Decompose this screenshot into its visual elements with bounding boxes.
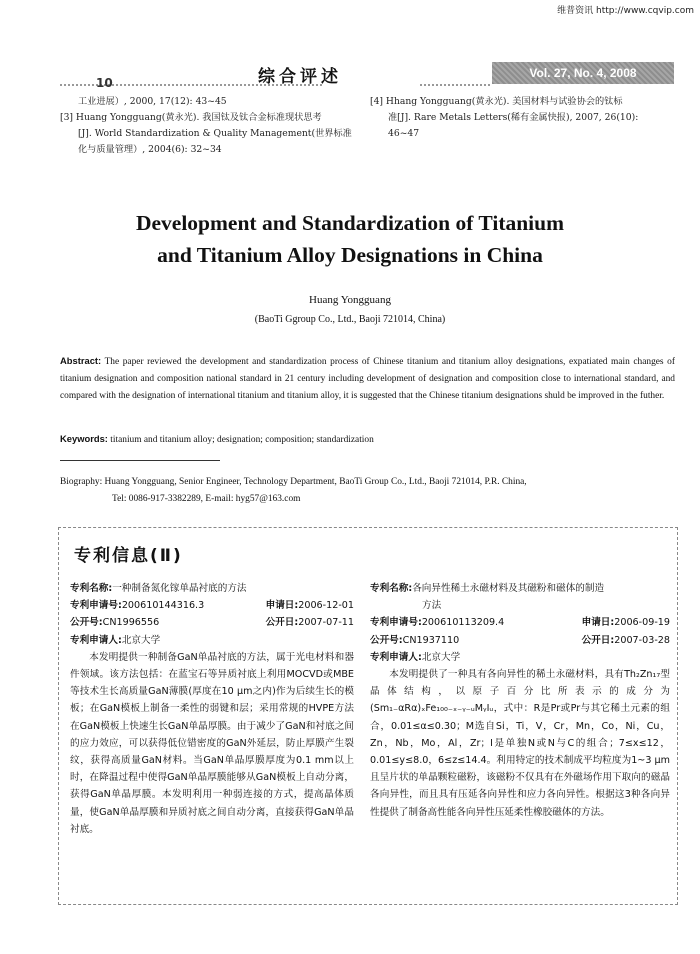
pub-date-label: 公开日: [265,617,299,629]
article-title [60,207,640,271]
biography-line-1: Biography: Huang Yongguang, Senior Engineer, Technology Department, BaoTi Group Co., Ltd., Baoji 721014, P.R. China, [60,477,527,487]
pub-no: CN1996556 [102,617,160,629]
applicant-label: 专利申请人: [70,634,122,646]
page-number: 10 [96,76,113,90]
header-dotted-rule-right [420,84,490,86]
keywords [60,433,675,445]
patent-name: 各向异性稀土永磁材料及其磁粉和磁体的制造 [412,583,605,594]
abstract [60,352,675,405]
patent-applicant-row [70,632,354,649]
applicant: 北京大学 [121,634,161,646]
app-no-label: 专利申请号: [370,617,422,629]
watermark: 维普资讯 http://www.cqvip.com [557,6,694,16]
abstract-label: Abstract: [60,355,102,366]
app-no: 200610144316.3 [121,600,205,612]
keywords-text: titanium and titanium alloy; designation; composition; standardization [110,435,374,445]
reference-line: 46~47 [388,128,420,139]
pub-no-label: 公开号: [370,634,403,646]
biography-line-2: Tel: 0086-917-3382289, E-mail: hyg57@163.com [112,494,301,504]
patent-app-row [370,614,670,631]
affiliation: (BaoTi Ggroup Co., Ltd., Baoji 721014, China) [254,314,446,325]
reference-line: 工业进展）, 2000, 17(12): 43~45 [78,96,227,107]
patent-right-column [370,580,670,821]
author: Huang Yongguang [309,294,391,306]
biography [60,474,675,508]
reference-line: [3] Huang Yongguang(黄永光). 我国钛及钛合金标准现状思考 [60,112,322,123]
keywords-label: Keywords: [60,433,108,444]
references-right [370,94,675,142]
patent-left-column [70,580,354,838]
patent-pub-row [370,632,670,649]
pub-no: CN1937110 [402,634,460,646]
app-date-label: 申请日: [581,617,615,629]
patent-name: 一种制备氮化镓单晶衬底的方法 [112,583,247,594]
abstract-text: The paper reviewed the development and standardization process of Chinese titanium and titanium alloy designations, expatiated main changes of titanium designation and composition national standard in 21 century including development of designation and composition close to international standard, and compared with the designation of international titanium and titanium alloy, it is suggested that the Chinese titanium designations shuld be improved in the futher. [60,357,675,401]
patent-applicant-row [370,649,670,666]
pub-date: 2007-07-11 [298,617,354,629]
reference-line: 准[J]. Rare Metals Letters(稀有金属快报), 2007, 26(10): [388,112,639,123]
patent-name-row [370,580,670,597]
reference-line: [4] Hhang Yongguang(黄永光). 美国材料与试验协会的钛标 [370,96,623,107]
patent-body: 本发明提供了一种具有各向异性的稀土永磁材料，具有Th₂Zn₁₇型晶体结构，以原子百分比所表示的成分为(Sm₁₋αRα)ₓFe₁₀₀₋ₓ₋ᵧ₋ᵤMᵧIᵤ，式中：R是Pr或Pr与其它稀土元素的组合，0.01≤α≤0.30；M选自Si，Ti，V，Cr，Mn，Co，Ni，Cu，Zn，Nb，Mo，Al，Zr；I是单独N或N与C的组合；7≤x≤12，0.01≤y≤8.0，6≤z≤14.4。利用特定的技术制成平均粒度为1~3 μm且呈片状的单晶颗粒磁粉，该磁粉不仅具有在外磁场作用下取向的磁晶各向异性，而且具有压延各向异性和应力各向异性。根据这3种各向异性提供了制备高性能各向异性压延柔性橡胶磁体的方法。 [370,669,670,818]
app-date: 2006-09-19 [614,617,670,629]
app-no: 200610113209.4 [421,617,505,629]
applicant-label: 专利申请人: [370,651,422,663]
patent-name-cont: 方法 [422,600,442,612]
patent-section-title: 专利信息(Ⅱ) [74,546,183,566]
pub-no-label: 公开号: [70,617,103,629]
section-title: 综合评述 [258,67,342,87]
patent-name-label: 专利名称: [370,583,413,594]
patent-pub-row [70,614,354,631]
app-no-label: 专利申请号: [70,600,122,612]
patent-body: 本发明提供一种制备GaN单晶衬底的方法，属于光电材料和器件领域。该方法包括：在蓝宝石等异质衬底上利用MOCVD或MBE等技术生长高质量GaN薄膜(厚度在10 μm之内)作为后续生长的模板；在GaN模板上制备一柔性的弱键和层；采用常规的HVPE方法在GaN模板上快速生长GaN单晶厚膜。由于减少了GaN和衬底之间的应力效应，可以获得低位错密度的GaN外延层，防止厚膜产生裂纹，获得高质量GaN材料。当GaN单晶厚膜厚度为0.1 mm以上时，在降温过程中使得GaN单晶厚膜能够从GaN模板上自动分离，获得GaN单晶厚膜。本发明利用一种弱连接的方式，提高晶体质量，使GaN单晶厚膜和异质衬底之间自动分离，直接获得GaN单晶衬底。 [70,651,354,835]
title-line-1: Development and Standardization of Titanium [135,211,565,235]
title-line-2: and Titanium Alloy Designations in China [157,243,543,267]
patent-name-label: 专利名称: [70,583,113,594]
references-left [60,94,360,158]
volume-badge: Vol. 27, No. 4, 2008 [492,62,674,84]
applicant: 北京大学 [421,651,461,663]
pub-date: 2007-03-28 [614,634,670,646]
app-date: 2006-12-01 [298,600,354,612]
pub-date-label: 公开日: [581,634,615,646]
divider [60,460,220,461]
reference-line: [J]. World Standardization & Quality Management(世界标准 [78,128,352,139]
reference-line: 化与质量管理）, 2004(6): 32~34 [78,144,222,155]
patent-app-row [70,597,354,614]
patent-name-row [70,580,354,597]
app-date-label: 申请日: [265,600,299,612]
